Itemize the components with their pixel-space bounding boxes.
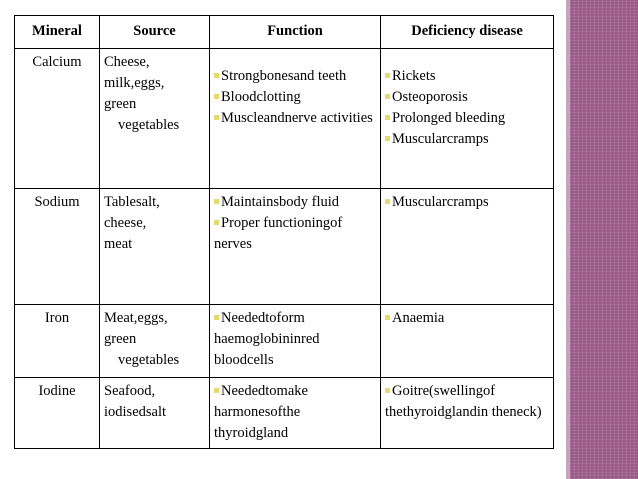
function-text: Maintainsbody fluid bbox=[221, 194, 340, 210]
source-line: green bbox=[104, 96, 137, 112]
source-line: Tablesalt, bbox=[104, 194, 160, 210]
table-row-calcium bbox=[15, 49, 554, 189]
deficiency-cell bbox=[381, 305, 554, 378]
bullet-icon bbox=[214, 220, 219, 225]
source-line: vegetables bbox=[118, 352, 180, 368]
source-line: Meat,eggs, bbox=[104, 310, 168, 326]
bullet-icon bbox=[385, 136, 390, 141]
function-text: Proper functioningof nerves bbox=[214, 215, 343, 252]
bullet-icon bbox=[214, 94, 219, 99]
bullet-icon bbox=[385, 388, 390, 393]
deficiency-item bbox=[385, 108, 549, 129]
source-cell bbox=[100, 189, 210, 305]
deficiency-text: Osteoporosis bbox=[392, 89, 468, 105]
bullet-icon bbox=[214, 73, 219, 78]
source-line: iodisedsalt bbox=[104, 404, 167, 420]
function-text: Neededtoform haemoglobininred bloodcells bbox=[214, 310, 320, 368]
function-cell bbox=[210, 49, 381, 189]
mineral-table bbox=[14, 15, 554, 449]
deficiency-text: Anaemia bbox=[392, 310, 445, 326]
deficiency-item bbox=[385, 87, 549, 108]
deficiency-item bbox=[385, 129, 549, 150]
bullet-icon bbox=[214, 388, 219, 393]
deficiency-cell bbox=[381, 378, 554, 449]
source-cell bbox=[100, 378, 210, 449]
function-text: Neededtomake harmonesofthe thyroidgland bbox=[214, 383, 308, 441]
table-row-sodium bbox=[15, 189, 554, 305]
function-text: Strongbonesand teeth bbox=[221, 68, 347, 84]
deficiency-cell bbox=[381, 189, 554, 305]
bullet-icon bbox=[385, 315, 390, 320]
function-cell bbox=[210, 378, 381, 449]
function-item bbox=[214, 308, 376, 371]
source-line: green bbox=[104, 331, 137, 347]
bullet-icon bbox=[214, 315, 219, 320]
source-cell bbox=[100, 49, 210, 189]
bullet-icon bbox=[385, 73, 390, 78]
deficiency-text: Prolonged bleeding bbox=[392, 110, 506, 126]
table-row-iron bbox=[15, 305, 554, 378]
source-line: Cheese, bbox=[104, 54, 150, 70]
function-item bbox=[214, 108, 376, 129]
header-mineral: Mineral bbox=[15, 16, 100, 49]
deficiency-text: Muscularcramps bbox=[392, 131, 489, 147]
table-row-iodine bbox=[15, 378, 554, 449]
bullet-icon bbox=[385, 94, 390, 99]
source-cell bbox=[100, 305, 210, 378]
table-header-row bbox=[15, 16, 554, 49]
header-source: Source bbox=[100, 16, 210, 49]
function-item bbox=[214, 66, 376, 87]
function-item bbox=[214, 87, 376, 108]
bullet-icon bbox=[214, 115, 219, 120]
function-text: Bloodclotting bbox=[221, 89, 301, 105]
function-text: Muscleandnerve activities bbox=[221, 110, 373, 126]
slide-side-stripe bbox=[566, 0, 638, 479]
source-line: milk,eggs, bbox=[104, 75, 165, 91]
deficiency-item bbox=[385, 192, 549, 213]
deficiency-text: Rickets bbox=[392, 68, 436, 84]
source-line: meat bbox=[104, 236, 133, 252]
deficiency-item bbox=[385, 381, 549, 423]
deficiency-cell bbox=[381, 49, 554, 189]
bullet-icon bbox=[385, 199, 390, 204]
deficiency-text: Goitre(swellingof thethyroidglandin theneck) bbox=[385, 383, 542, 420]
header-function: Function bbox=[210, 16, 381, 49]
function-cell bbox=[210, 305, 381, 378]
source-line: vegetables bbox=[118, 117, 180, 133]
mineral-cell: Calcium bbox=[15, 49, 100, 189]
deficiency-item bbox=[385, 308, 549, 329]
bullet-icon bbox=[214, 199, 219, 204]
header-deficiency: Deficiency disease bbox=[381, 16, 554, 49]
function-cell bbox=[210, 189, 381, 305]
source-line: cheese, bbox=[104, 215, 147, 231]
mineral-cell: Sodium bbox=[15, 189, 100, 305]
mineral-cell: Iron bbox=[15, 305, 100, 378]
function-item bbox=[214, 381, 376, 444]
deficiency-text: Muscularcramps bbox=[392, 194, 489, 210]
mineral-cell: Iodine bbox=[15, 378, 100, 449]
function-item bbox=[214, 213, 376, 255]
function-item bbox=[214, 192, 376, 213]
bullet-icon bbox=[385, 115, 390, 120]
stripe-edge bbox=[566, 0, 570, 479]
source-line: Seafood, bbox=[104, 383, 156, 399]
deficiency-item bbox=[385, 66, 549, 87]
